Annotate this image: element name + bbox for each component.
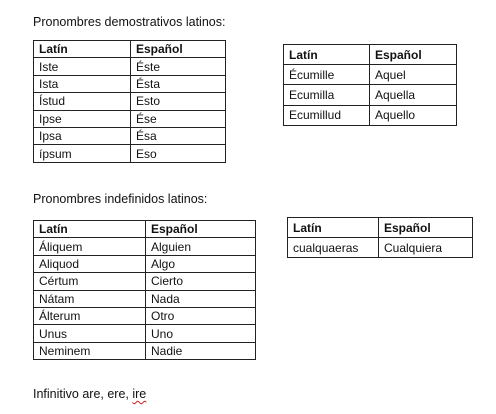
table-row: [34, 127, 226, 144]
table-indefinidos-secondary: [287, 217, 473, 258]
table-cell: Álterum: [34, 307, 146, 324]
table-cell: Ésta: [131, 75, 226, 92]
table-indefinidos-main: [33, 220, 256, 360]
table-cell: ípsum: [34, 145, 131, 162]
table-cell: Nada: [146, 290, 256, 307]
column-header: Latín: [34, 41, 131, 58]
table-cell: Esto: [131, 93, 226, 110]
table-row: [34, 290, 256, 307]
column-header: Español: [131, 41, 226, 58]
column-header: Latín: [284, 45, 370, 65]
table-row: [34, 145, 226, 162]
table-row: [34, 58, 226, 75]
table-cell: Éste: [131, 58, 226, 75]
table-cell: Aquella: [370, 85, 457, 105]
table-cell: Eso: [131, 145, 226, 162]
table-cell: Uno: [146, 325, 256, 342]
table-row: [34, 325, 256, 342]
table-cell: Aquello: [370, 105, 457, 125]
table-demostrativos-main: [33, 40, 226, 163]
section-title-indefinidos: Pronombres indefinidos latinos:: [33, 192, 208, 206]
table-cell: Otro: [146, 307, 256, 324]
table-row: [284, 85, 457, 105]
table-demostrativos-secondary: [283, 44, 457, 126]
table-cell: Ipse: [34, 110, 131, 127]
column-header: Latín: [34, 221, 146, 238]
table-row: [34, 273, 256, 290]
table-cell: Unus: [34, 325, 146, 342]
table-header-row: [288, 218, 473, 238]
table-row: [284, 105, 457, 125]
table-header-row: [34, 221, 256, 238]
table-row: [34, 110, 226, 127]
table-cell: cualquaeras: [288, 238, 379, 258]
table-row: [34, 238, 256, 255]
table-cell: Cértum: [34, 273, 146, 290]
table-row: [34, 307, 256, 324]
table-cell: Ésa: [131, 127, 226, 144]
table-cell: Cierto: [146, 273, 256, 290]
table-cell: Aliquod: [34, 255, 146, 272]
table-cell: Aquel: [370, 65, 457, 85]
table-row: [288, 238, 473, 258]
table-cell: Ista: [34, 75, 131, 92]
table-cell: Ése: [131, 110, 226, 127]
table-cell: Ecumilla: [284, 85, 370, 105]
table-cell: Nátam: [34, 290, 146, 307]
footer-text: Infinitivo are, ere,: [33, 387, 133, 401]
table-cell: Áliquem: [34, 238, 146, 255]
table-cell: Neminem: [34, 342, 146, 359]
table-row: [34, 75, 226, 92]
column-header: Español: [379, 218, 473, 238]
table-cell: Nadie: [146, 342, 256, 359]
footer-line: [33, 386, 146, 402]
column-header: Español: [146, 221, 256, 238]
table-cell: Algo: [146, 255, 256, 272]
table-cell: Ístud: [34, 93, 131, 110]
table-row: [34, 93, 226, 110]
column-header: Español: [370, 45, 457, 65]
table-header-row: [34, 41, 226, 58]
table-row: [34, 342, 256, 359]
table-header-row: [284, 45, 457, 65]
section-title-demostrativos: Pronombres demostrativos latinos:: [33, 15, 226, 29]
spellcheck-flagged-word[interactable]: ire: [132, 387, 147, 401]
table-cell: Ipsa: [34, 127, 131, 144]
column-header: Latín: [288, 218, 379, 238]
table-cell: Alguien: [146, 238, 256, 255]
table-cell: Iste: [34, 58, 131, 75]
table-row: [34, 255, 256, 272]
table-cell: Cualquiera: [379, 238, 473, 258]
table-cell: Écumille: [284, 65, 370, 85]
table-row: [284, 65, 457, 85]
table-cell: Ecumillud: [284, 105, 370, 125]
